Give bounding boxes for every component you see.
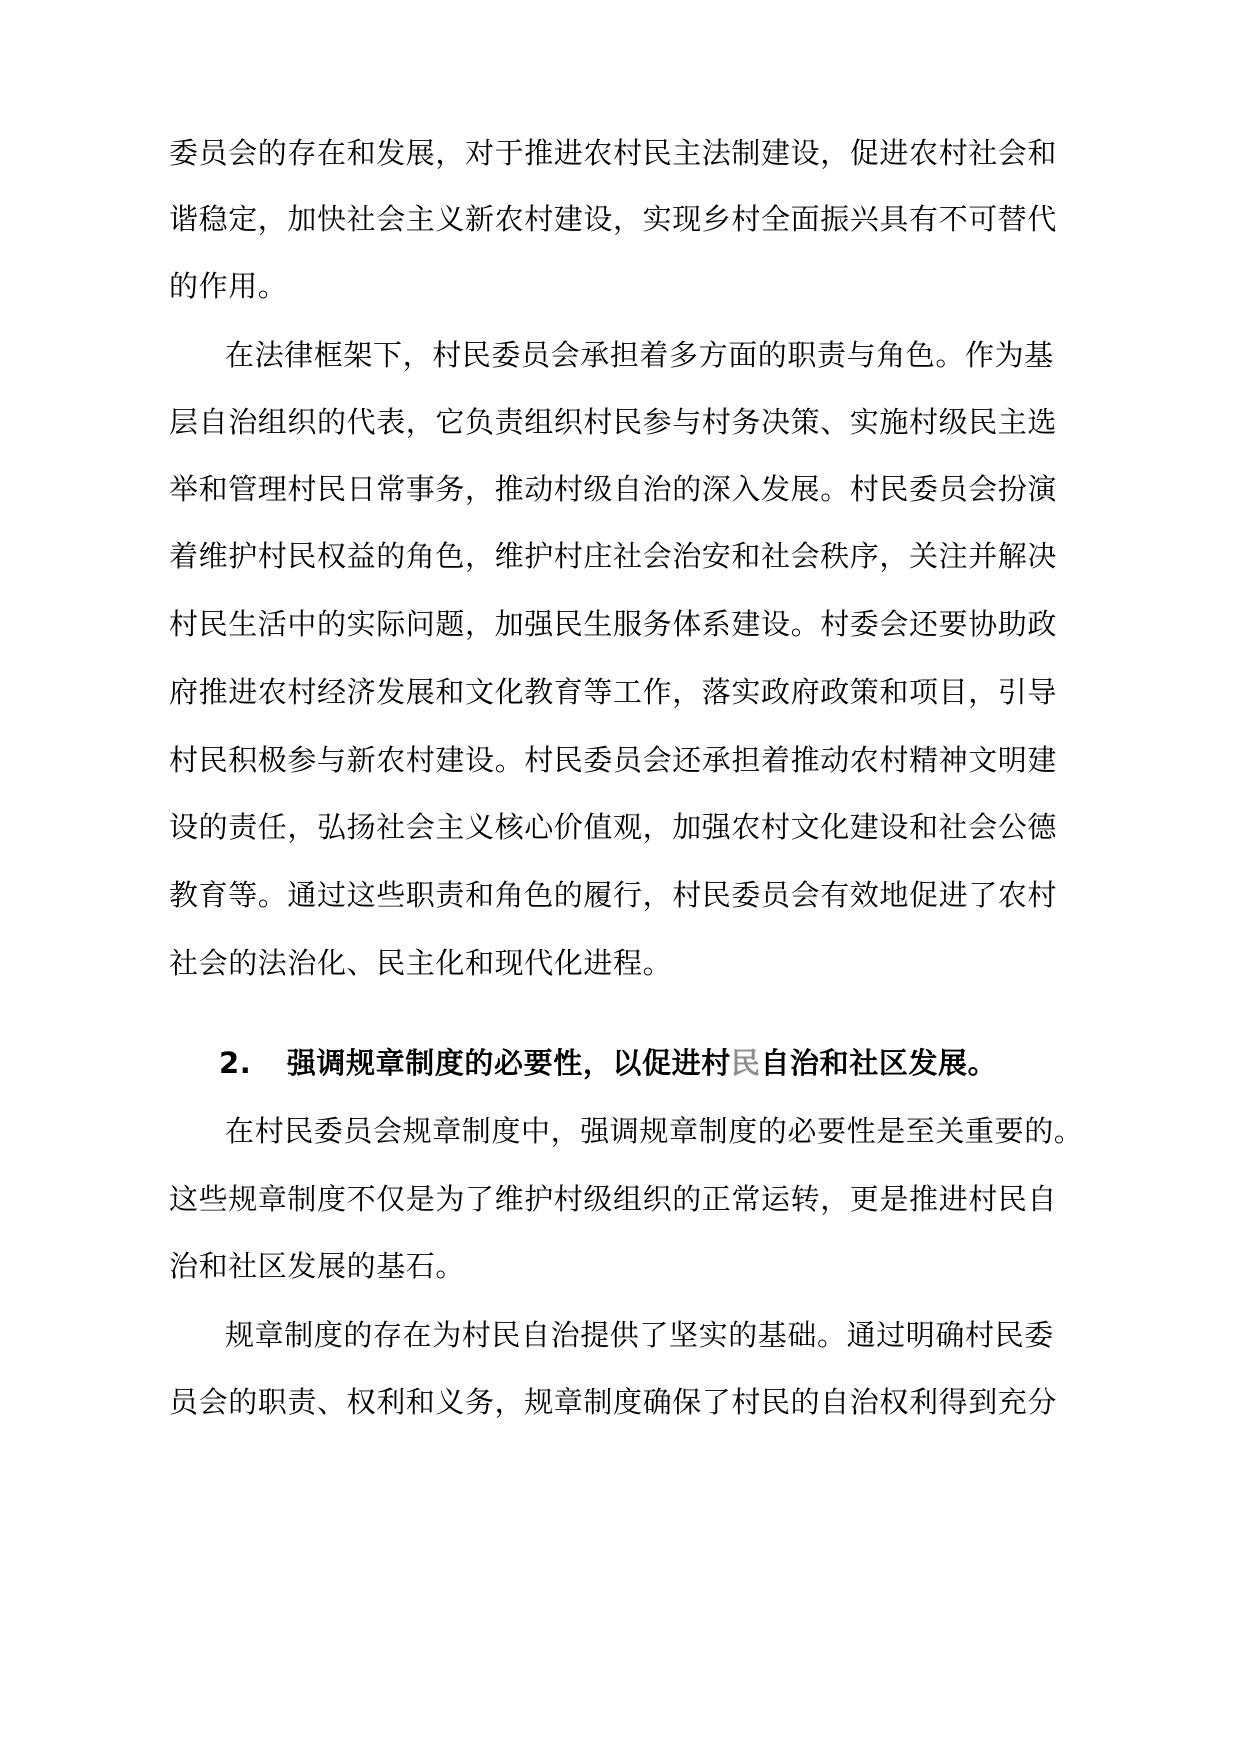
heading-text-part2: 自治和社区发展。 (760, 1046, 998, 1080)
para1-line-2: 谐稳定，加快社会主义新农村建设，实现乡村全面振兴具有不可替代 (169, 202, 1058, 236)
para1-line-3: 的作用。 (169, 269, 288, 303)
para2-line-1: 在法律框架下，村民委员会承担着多方面的职责与角色。作为基 (225, 338, 1054, 372)
heading-number: 2. (219, 1046, 252, 1080)
para2-line-10: 社会的法治化、民主化和现代化进程。 (169, 946, 673, 980)
para4-line-1: 规章制度的存在为村民自治提供了坚实的基础。通过明确村民委 (225, 1318, 1054, 1352)
para2-line-7: 村民积极参与新农村建设。村民委员会还承担着推动农村精神文明建 (169, 743, 1058, 777)
para2-line-9: 教育等。通过这些职责和角色的履行，村民委员会有效地促进了农村 (169, 878, 1058, 912)
section-heading (219, 1043, 997, 1083)
para4-line-2: 员会的职责、权利和义务，规章制度确保了村民的自治权利得到充分 (169, 1385, 1058, 1419)
para3-line-3: 治和社区发展的基石。 (169, 1249, 466, 1283)
para3-line-2: 这些规章制度不仅是为了维护村级组织的正常运转，更是推进村民自 (169, 1182, 1058, 1216)
para3-line-1: 在村民委员会规章制度中，强调规章制度的必要性是至关重要的。 (225, 1114, 1084, 1148)
heading-text-part1: 强调规章制度的必要性，以促进村 (286, 1046, 731, 1080)
para2-line-3: 举和管理村民日常事务，推动村级自治的深入发展。村民委员会扮演 (169, 472, 1058, 506)
heading-text-faded-char: 民 (730, 1046, 761, 1080)
para2-line-5: 村民生活中的实际问题，加强民生服务体系建设。村委会还要协助政 (169, 607, 1058, 641)
para2-line-2: 层自治组织的代表，它负责组织村民参与村务决策、实施村级民主选 (169, 405, 1058, 439)
para2-line-4: 着维护村民权益的角色，维护村庄社会治安和社会秩序，关注并解决 (169, 539, 1058, 573)
para1-line-1: 委员会的存在和发展，对于推进农村民主法制建设，促进农村社会和 (169, 136, 1058, 170)
para2-line-6: 府推进农村经济发展和文化教育等工作，落实政府政策和项目，引导 (169, 675, 1058, 709)
para2-line-8: 设的责任，弘扬社会主义核心价值观，加强农村文化建设和社会公德 (169, 810, 1058, 844)
